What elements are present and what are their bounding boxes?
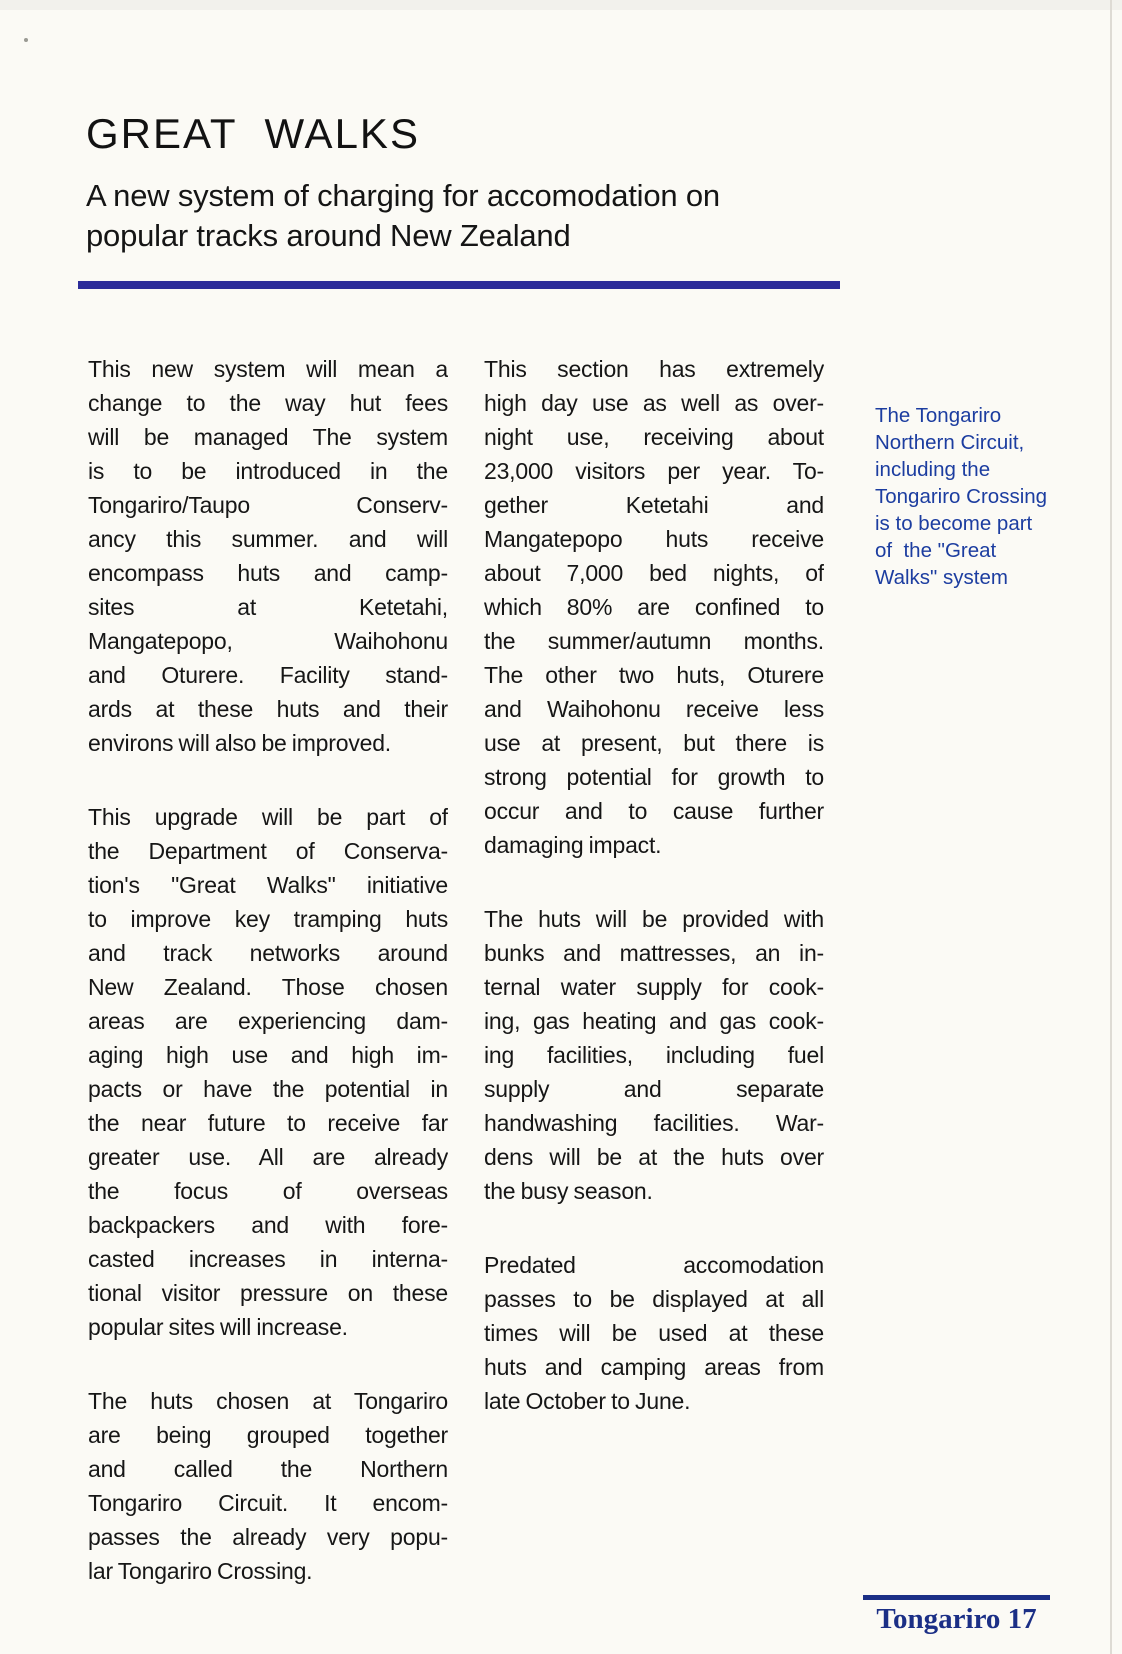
text-line: The other two huts, Oturere [484, 662, 824, 688]
paragraph [484, 902, 824, 1208]
page-title: GREAT WALKS [86, 110, 420, 158]
text-line: dens will be at the huts over [484, 1144, 824, 1170]
text-line: strong potential for growth to [484, 764, 824, 790]
text-line: handwashing facilities. War- [484, 1110, 824, 1136]
page-number: Tongariro 17 [876, 1603, 1037, 1635]
text-line: passes to be displayed at all [484, 1286, 824, 1312]
text-line: ing, gas heating and gas cook- [484, 1008, 824, 1034]
sidebar-line: including the [875, 458, 991, 481]
body-column-right [484, 352, 824, 1418]
sidebar-line: The Tongariro [875, 404, 1002, 427]
text-line: use at present, but there is [484, 730, 824, 756]
text-line: environs will also be improved. [88, 730, 391, 756]
text-line: supply and separate [484, 1076, 824, 1102]
text-line: New Zealand. Those chosen [88, 974, 448, 1000]
text-line: lar Tongariro Crossing. [88, 1558, 313, 1584]
paragraph [484, 352, 824, 862]
text-line: areas are experiencing dam- [88, 1008, 448, 1034]
text-line: ing facilities, including fuel [484, 1042, 824, 1068]
text-line: aging high use and high im- [88, 1042, 448, 1068]
text-line: casted increases in interna- [88, 1246, 448, 1272]
text-line: passes the already very popu- [88, 1524, 448, 1550]
sidebar-line: is to become part [875, 512, 1033, 535]
text-line: and called the Northern [88, 1456, 448, 1482]
text-line: tion's "Great Walks" initiative [88, 872, 448, 898]
text-line: popular sites will increase. [88, 1314, 348, 1340]
text-line: greater use. All are already [88, 1144, 448, 1170]
text-line: change to the way hut fees [88, 390, 448, 416]
sidebar-line: Walks" system [875, 566, 1008, 589]
footer-rule [863, 1595, 1050, 1600]
text-line: This upgrade will be part of [88, 804, 448, 830]
page-subtitle-line-1: A new system of charging for accomodation on [86, 178, 720, 213]
text-line: pacts or have the potential in [88, 1076, 448, 1102]
page-subtitle-line-2: popular tracks around New Zealand [86, 218, 571, 253]
text-line: the busy season. [484, 1178, 653, 1204]
text-line: the summer/autumn months. [484, 628, 824, 654]
text-line: 23,000 visitors per year. To- [484, 458, 824, 484]
text-line: ancy this summer. and will [88, 526, 448, 552]
text-line: about 7,000 bed nights, of [484, 560, 824, 586]
text-line: late October to June. [484, 1388, 691, 1414]
text-line: encompass huts and camp- [88, 560, 448, 586]
text-line: ards at these huts and their [88, 696, 448, 722]
text-line: Mangatepopo huts receive [484, 526, 824, 552]
text-line: the Department of Conserva- [88, 838, 448, 864]
text-line: the focus of overseas [88, 1178, 448, 1204]
text-line: gether Ketetahi and [484, 492, 824, 518]
text-line: occur and to cause further [484, 798, 824, 824]
text-line: is to be introduced in the [88, 458, 448, 484]
text-line: Tongariro/Taupo Conserv- [88, 492, 448, 518]
sidebar-line: Northern Circuit, [875, 431, 1025, 454]
text-line: Predated accomodation [484, 1252, 824, 1278]
scan-edge-right [1110, 0, 1112, 1654]
sidebar-line: of the "Great [875, 539, 997, 562]
paragraph [88, 1384, 448, 1588]
text-line: The huts chosen at Tongariro [88, 1388, 448, 1414]
page-subtitle [86, 176, 720, 256]
text-line: and Waihohonu receive less [484, 696, 824, 722]
sidebar-line: Tongariro Crossing [875, 485, 1048, 508]
scan-speck [24, 38, 28, 42]
text-line: to improve key tramping huts [88, 906, 448, 932]
sidebar-pullquote [875, 402, 1075, 591]
text-line: and Oturere. Facility stand- [88, 662, 448, 688]
text-line: backpackers and with fore- [88, 1212, 448, 1238]
scan-top-band [0, 0, 1122, 10]
text-line: times will be used at these [484, 1320, 824, 1346]
text-line: sites at Ketetahi, [88, 594, 448, 620]
text-line: This section has extremely [484, 356, 824, 382]
text-line: tional visitor pressure on these [88, 1280, 448, 1306]
header-rule [78, 281, 840, 289]
text-line: night use, receiving about [484, 424, 824, 450]
text-line: will be managed The system [88, 424, 448, 450]
paragraph [88, 800, 448, 1344]
text-line: The huts will be provided with [484, 906, 824, 932]
text-line: ternal water supply for cook- [484, 974, 824, 1000]
text-line: damaging impact. [484, 832, 662, 858]
text-line: This new system will mean a [88, 356, 448, 382]
paragraph [484, 1248, 824, 1418]
text-line: the near future to receive far [88, 1110, 448, 1136]
text-line: and track networks around [88, 940, 448, 966]
paragraph [88, 352, 448, 760]
text-line: Tongariro Circuit. It encom- [88, 1490, 448, 1516]
body-column-left [88, 352, 448, 1588]
text-line: huts and camping areas from [484, 1354, 824, 1380]
text-line: Mangatepopo, Waihohonu [88, 628, 448, 654]
text-line: which 80% are confined to [484, 594, 824, 620]
text-line: are being grouped together [88, 1422, 448, 1448]
text-line: high day use as well as over- [484, 390, 824, 416]
text-line: bunks and mattresses, an in- [484, 940, 824, 966]
